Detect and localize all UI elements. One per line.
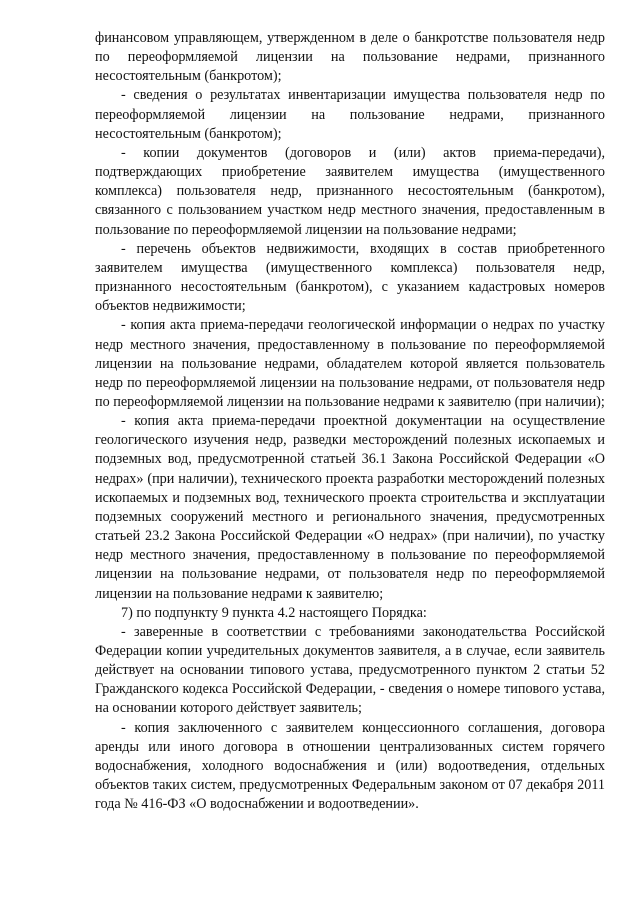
document-body	[95, 29, 605, 814]
paragraph-real-estate-list: - перечень объектов недвижимости, входящих в состав приобретенного заявителем имущества (имущественного комплекса) пользователя недр, признанного несостоятельным (банкротом), с указанием кадастровых номеров объектов недвижимости;	[95, 240, 605, 315]
paragraph-subitem-7-heading: 7) по подпункту 9 пункта 4.2 настоящего Порядка:	[121, 604, 427, 621]
paragraph-founding-documents: - заверенные в соответствии с требованиями законодательства Российской Федерации копии учредительных документов заявителя, а в случае, если заявитель действует на основании типового устава, предусмотренного пунктом 2 статьи 52 Гражданского кодекса Российской Федерации, - сведения о номере типового устава, на основании которого действует заявитель;	[95, 623, 605, 717]
paragraph-property-acquisition-docs: - копии документов (договоров и (или) актов приема-передачи), подтверждающих приобретение заявителем имущества (имущественного комплекса) пользователя недр, признанного несостоятельным (банкротом), связанного с пользованием участком недр местного значения, предоставленным в пользование по переоформляемой лицензии на пользование недрами;	[95, 144, 605, 238]
paragraph-project-documentation-act: - копия акта приема-передачи проектной документации на осуществление геологического изучения недр, разведки месторождений полезных ископаемых и подземных вод, предусмотренной статьей 36.1 Закона Российской Федерации «О недрах» (при наличии), технического проекта разработки месторождений полезных ископаемых и подземных вод, технического проекта строительства и эксплуатации подземных сооружений местного и регионального значения, предусмотренных статьей 23.2 Закона Российской Федерации «О недрах» (при наличии), по участку недр местного значения, предоставленному в пользование по переоформляемой лицензии на пользование недрами, от пользователя недр по переоформляемой лицензии на пользование недрами к заявителю;	[95, 413, 605, 602]
paragraph-inventory-results: - сведения о результатах инвентаризации имущества пользователя недр по переоформляемой лицензии на пользование недрами, признанного несостоятельным (банкротом);	[95, 87, 605, 142]
paragraph-concession-agreement: - копия заключенного с заявителем концессионного соглашения, договора аренды или иного договора в отношении централизованных систем горячего водоснабжения, холодного водоснабжения и (или) водоотведения, отдельных объектов таких систем, предусмотренных Федеральным законом от 07 декабря 2011 года № 416-ФЗ «О водоснабжении и водоотведении».	[95, 719, 605, 813]
paragraph-geological-info-act: - копия акта приема-передачи геологической информации о недрах по участку недр местного значения, предоставленному в пользование по переоформляемой лицензии на пользование недрами, обладателем которой является пользователь недр по переоформляемой лицензии на пользование недрами, от пользователя недр по переоформляемой лицензии на пользование недрами к заявителю (при наличии);	[95, 317, 605, 410]
paragraph-bankruptcy-manager: финансовом управляющем, утвержденном в деле о банкротстве пользователя недр по переоформляемой лицензии на пользование недрами, признанного несостоятельным (банкротом);	[95, 30, 605, 85]
